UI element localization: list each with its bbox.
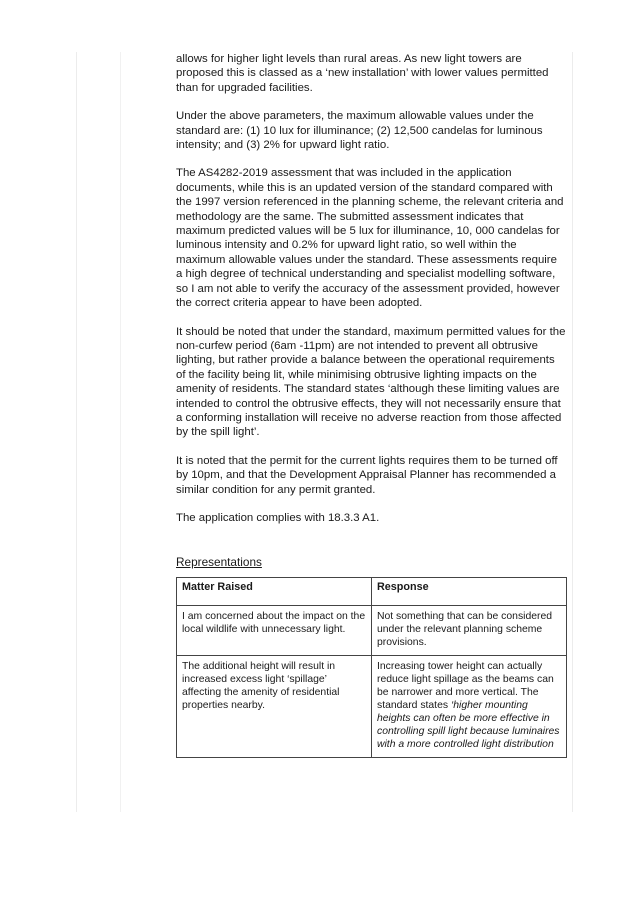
paragraph-compliance: The application complies with 18.3.3 A1.	[176, 511, 380, 524]
paragraph-assessment: The AS4282-2019 assessment that was included in the application documents, while this is an updated version of the standard compared with the 1997 version referenced in the planning scheme, the relevant criteria and methodology are the same. The submitted assessment indicates that maximum predicted values will be 5 lux for illuminance, 10, 000 candelas for luminous intensity and 0.2% for upward light ratio, so well within the maximum allowable values under the standard. These assessments require a high degree of technical understanding and specialist modelling software, so I am not able to verify the accuracy of the assessment provided, however the correct criteria appear to have been adopted.	[176, 167, 564, 310]
response-text: Increasing tower height can actually reduce light spillage as the beams can be narrower and more vertical. The standard states	[377, 661, 554, 712]
response-cell	[372, 656, 567, 758]
representations-heading: Representations	[176, 555, 262, 570]
response-quote: ‘higher mounting heights can often be more effective in controlling spill light because luminaires with a more controlled light distribution	[377, 700, 560, 751]
paragraph-max-values: Under the above parameters, the maximum allowable values under the standard are: (1) 10 lux for illuminance; (2) 12,500 candelas for luminous intensity; and (3) 2% for upward light ratio.	[176, 110, 543, 152]
column-header-matter: Matter Raised	[177, 578, 372, 606]
table-header-row	[177, 578, 567, 606]
matter-cell: I am concerned about the impact on the local wildlife with unnecessary light.	[177, 606, 372, 656]
table-row	[177, 606, 567, 656]
table-row	[177, 656, 567, 758]
paragraph-permit-condition: It is noted that the permit for the current lights requires them to be turned off by 10pm, and that the Development Appraisal Planner has recommended a similar condition for any permit granted.	[176, 454, 558, 496]
paragraph-non-curfew: It should be noted that under the standard, maximum permitted values for the non-curfew period (6am -11pm) are not intended to prevent all obtrusive lighting, but rather provide a balance between the operational requirements of the facility being lit, while minimising obtrusive lighting impacts on the amenity of residents. The standard states ‘although these limiting values are intended to control the obtrusive effects, they will not necessarily ensure that a conforming installation will receive no adverse reaction from those affected by the spill light’.	[176, 325, 566, 439]
column-header-response: Response	[372, 578, 567, 606]
representations-table	[176, 577, 567, 758]
matter-cell: The additional height will result in increased excess light ‘spillage’ affecting the amenity of residential properties nearby.	[177, 656, 372, 758]
response-cell: Not something that can be considered under the relevant planning scheme provisions.	[372, 606, 567, 656]
document-body	[176, 52, 566, 758]
inner-margin-guide	[120, 52, 121, 812]
paragraph-light-levels: allows for higher light levels than rural areas. As new light towers are proposed this is classed as a ‘new installation’ with lower values permitted than for upgraded facilities.	[176, 53, 549, 94]
